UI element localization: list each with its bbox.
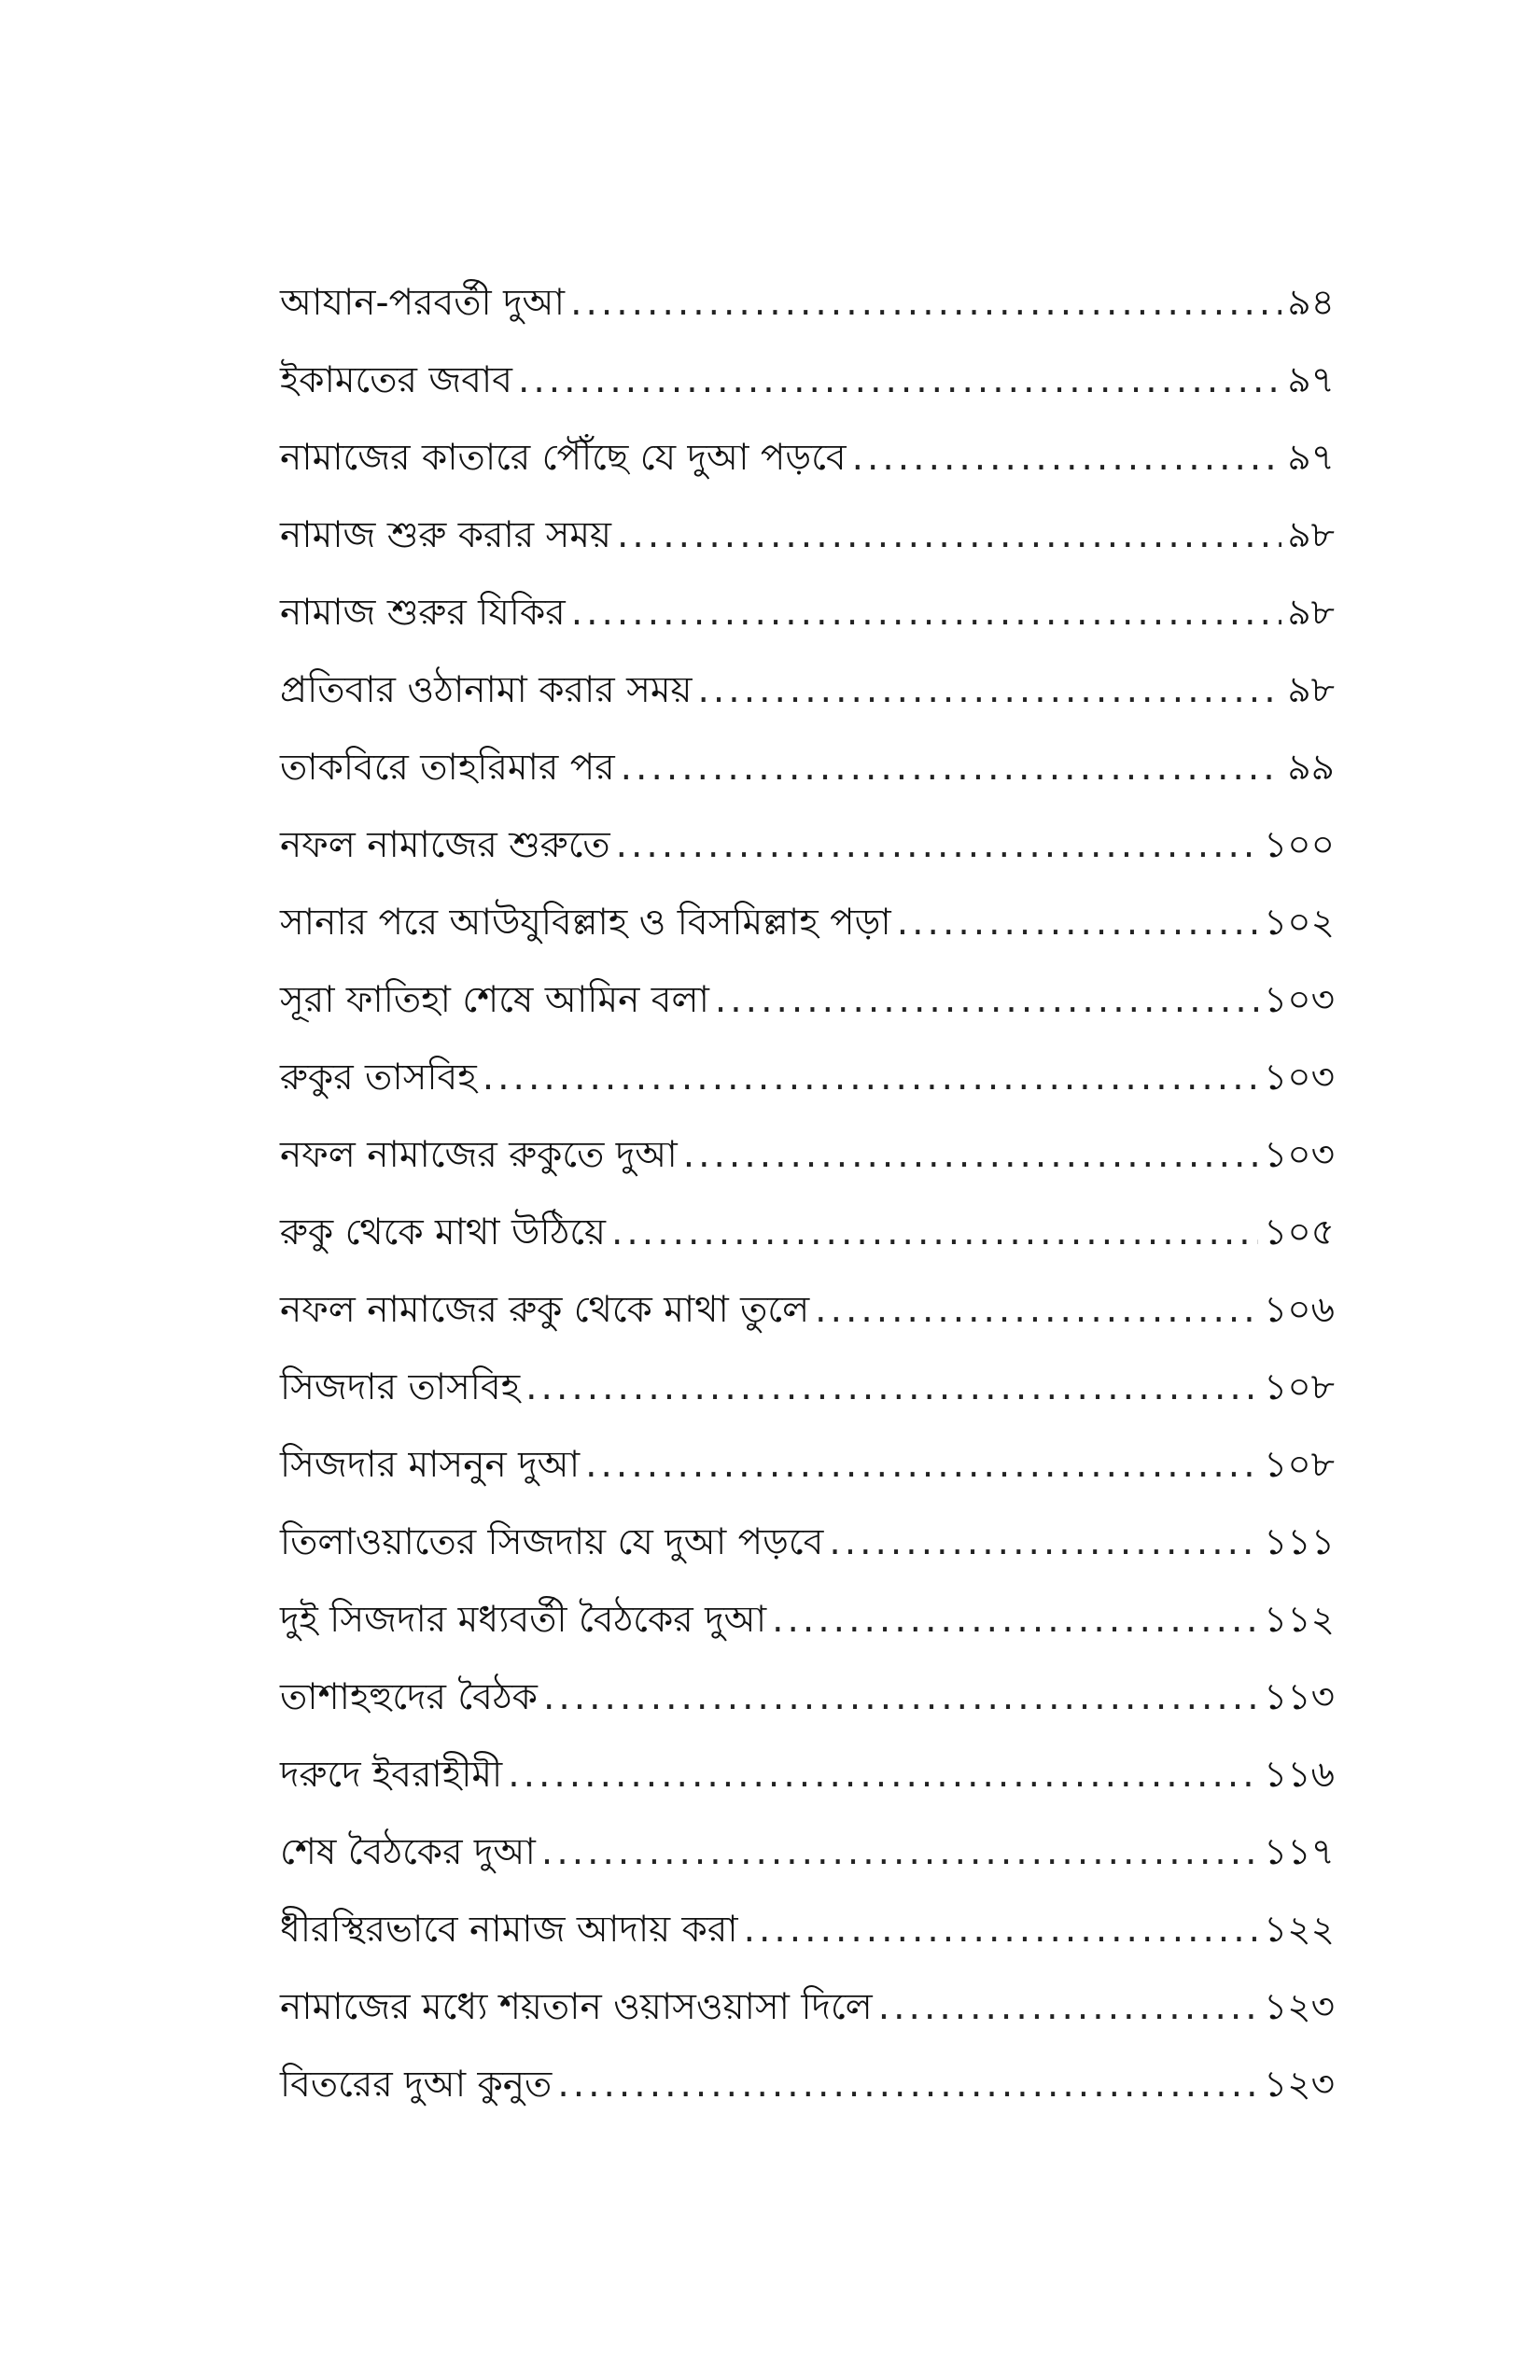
toc-entry (280, 1659, 1335, 1736)
dot-leader (617, 497, 1281, 574)
toc-entry-title: তিলাওয়াতের সিজদায় যে দুআ পড়বে (280, 1521, 824, 1563)
dot-leader (683, 1116, 1258, 1194)
toc-entry-page: ১১২ (1264, 1599, 1335, 1641)
toc-entry (280, 1194, 1335, 1271)
toc-entry-page: ১০৮ (1264, 1366, 1335, 1408)
toc-entry-title: নফল নামাজের রুকু থেকে মাথা তুলে (280, 1289, 810, 1331)
dot-leader (621, 729, 1282, 806)
toc-entry-title: সিজদার তাসবিহ (280, 1366, 521, 1408)
dot-leader (616, 806, 1258, 884)
toc-entry-title: নফল নামাজের রুকুতে দুআ (280, 1134, 678, 1176)
toc-entry (280, 729, 1335, 806)
toc-entry-page: ৯৮ (1287, 592, 1335, 634)
toc-entry (280, 806, 1335, 884)
toc-entry-page: ১০৬ (1263, 1289, 1335, 1331)
toc-entry-title: সানার পরে আউযুবিল্লাহ ও বিসমিল্লাহ পড়া (280, 902, 891, 944)
toc-entry-page: ১০০ (1263, 824, 1335, 866)
toc-entry-title: রুকু থেকে মাথা উঠিয়ে (280, 1211, 606, 1253)
toc-entry-page: ১২২ (1263, 1909, 1335, 1951)
dot-leader (744, 1891, 1258, 1968)
toc-entry (280, 342, 1335, 419)
toc-entry-title: নামাজ শুরুর যিকির (280, 592, 566, 634)
toc-entry (280, 1271, 1335, 1349)
toc-entry-page: ১০৮ (1264, 1444, 1335, 1486)
dot-leader (508, 1736, 1258, 1813)
dot-leader (525, 1349, 1258, 1426)
toc-entry (280, 1349, 1335, 1426)
dot-leader (852, 419, 1282, 497)
toc-entry-page: ৯৯ (1287, 747, 1335, 789)
toc-entry-page: ৯৭ (1287, 359, 1335, 401)
toc-entry (280, 1504, 1335, 1581)
toc-entry (280, 961, 1335, 1039)
toc-entry-page: ৯৪ (1287, 282, 1335, 324)
dot-leader (570, 264, 1281, 342)
toc-entry-page: ১১৩ (1264, 1676, 1335, 1718)
toc-entry-page: ১১৭ (1264, 1831, 1335, 1873)
toc-entry (280, 1581, 1335, 1659)
dot-leader (518, 342, 1281, 419)
toc-entry-title: নামাজের মধ্যে শয়তান ওয়াসওয়াসা দিলে (280, 1986, 873, 2028)
toc-entry-title: নফল নামাজের শুরুতে (280, 824, 610, 866)
toc-entry (280, 264, 1335, 342)
dot-leader (829, 1504, 1258, 1581)
toc-entry-title: ইকামতের জবাব (280, 359, 512, 401)
dot-leader (772, 1581, 1258, 1659)
dot-leader (698, 651, 1282, 729)
toc-entry (280, 574, 1335, 651)
toc-entry (280, 1968, 1335, 2046)
toc-entry (280, 651, 1335, 729)
toc-entry (280, 1426, 1335, 1504)
dot-leader (878, 1968, 1258, 2046)
dot-leader (557, 2046, 1258, 2123)
dot-leader (611, 1194, 1258, 1271)
dot-leader (483, 1039, 1258, 1116)
toc-entry (280, 1891, 1335, 1968)
toc-entry (280, 884, 1335, 961)
dot-leader (543, 1659, 1258, 1736)
dot-leader (541, 1813, 1258, 1891)
toc-entry (280, 497, 1335, 574)
dot-leader (571, 574, 1282, 651)
toc-entry-title: ধীরস্থিরভাবে নামাজ আদায় করা (280, 1909, 738, 1951)
dot-leader (815, 1271, 1258, 1349)
toc-entry (280, 1039, 1335, 1116)
toc-entry-title: নামাজের কাতারে পৌঁছে যে দুআ পড়বে (280, 437, 847, 479)
toc-entry-page: ১০৩ (1263, 979, 1335, 1021)
toc-entry-page: ১২৩ (1263, 1986, 1335, 2028)
toc-entry-title: সিজদার মাসনুন দুআ (280, 1444, 581, 1486)
toc-entry-page: ১০৫ (1264, 1211, 1335, 1253)
toc-entry-page: ১২৩ (1263, 2064, 1335, 2106)
toc-entry-title: শেষ বৈঠকের দুআ (280, 1831, 536, 1873)
toc-entry-title: তাশাহহুদের বৈঠক (280, 1676, 538, 1718)
toc-entry (280, 2046, 1335, 2123)
toc-entry-page: ১০২ (1263, 902, 1335, 944)
toc-entry-page: ৯৮ (1287, 514, 1335, 556)
toc-entry-page: ৯৭ (1287, 437, 1335, 479)
toc-entry-page: ১১৬ (1264, 1754, 1335, 1796)
toc-entry (280, 1736, 1335, 1813)
toc-entry (280, 1116, 1335, 1194)
toc-entry-title: প্রতিবার ওঠানামা করার সময় (280, 669, 693, 711)
toc-entry-title: সূরা ফাতিহা শেষে আমিন বলা (280, 979, 709, 1021)
dot-leader (715, 961, 1258, 1039)
toc-entry-page: ১১১ (1264, 1521, 1335, 1563)
toc-entry-title: তাকবিরে তাহরিমার পর (280, 747, 615, 789)
toc-entry-title: রুকুর তাসবিহ (280, 1057, 477, 1099)
toc-entry-page: ১০৩ (1263, 1057, 1335, 1099)
toc-entry-title: দুই সিজদার মধ্যবর্তী বৈঠকের দুআ (280, 1599, 767, 1641)
toc-entry-page: ১০৩ (1263, 1134, 1335, 1176)
toc-entry-title: আযান-পরবর্তী দুআ (280, 282, 566, 324)
toc-entry (280, 1813, 1335, 1891)
table-of-contents (280, 264, 1335, 2123)
toc-entry-page: ৯৮ (1287, 669, 1335, 711)
toc-entry (280, 419, 1335, 497)
dot-leader (897, 884, 1258, 961)
dot-leader (585, 1426, 1258, 1504)
toc-entry-title: নামাজ শুরু করার সময় (280, 514, 612, 556)
toc-entry-title: দরুদে ইবরাহীমী (280, 1754, 503, 1796)
toc-entry-title: বিতরের দুআ কুনুত (280, 2064, 553, 2106)
